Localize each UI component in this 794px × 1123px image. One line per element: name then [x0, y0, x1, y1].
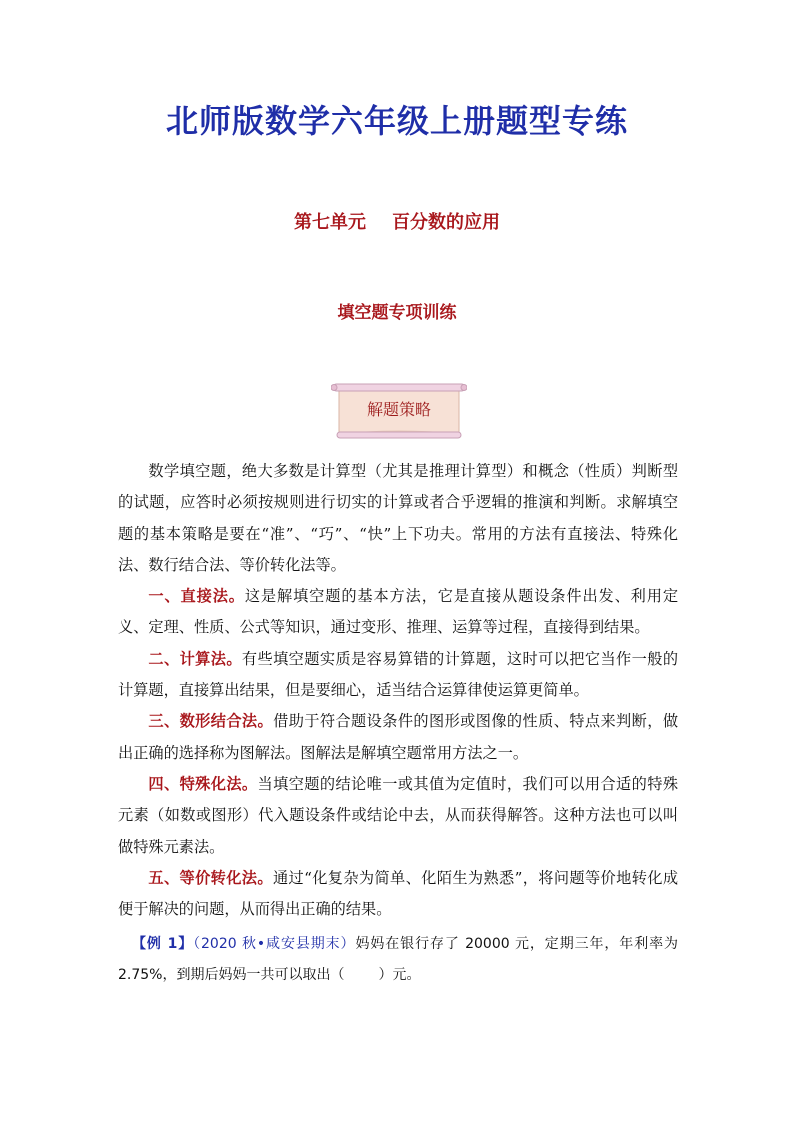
method-paragraph — [118, 706, 678, 769]
strategy-scroll-banner — [331, 382, 467, 440]
example-text-end: ）元。 — [378, 967, 421, 984]
method-paragraph — [118, 769, 678, 863]
method-heading: 二、计算法。 — [148, 649, 242, 668]
method-paragraph — [118, 581, 678, 644]
method-text: 这是解填空题的基本方法，它是直接从题设条件出发、利用定义、定理、性质、公式等知识，通过变形、推理、运算等过程，直接得到结果。 — [118, 587, 679, 637]
method-heading: 四、特殊化法。 — [148, 774, 258, 793]
intro-paragraph: 数学填空题，绝大多数是计算型（尤其是推理计算型）和概念（性质）判断型的试题，应答时必须按规则进行切实的计算或者合乎逻辑的推演和判断。求解填空题的基本策略是要在“准”、“巧”、“快”上下功夫。常用的方法有直接法、特殊化法、数行结合法、等价转化法等。 — [118, 462, 678, 574]
example-question — [118, 929, 678, 991]
unit-heading — [0, 208, 794, 234]
example-tag: 【例 1】 — [132, 936, 194, 953]
method-paragraph — [118, 644, 678, 707]
method-text: 通过“化复杂为简单、化陌生为熟悉”，将问题等价地转化成便于解决的问题，从而得出正确的结果。 — [118, 868, 679, 919]
method-text: 有些填空题实质是容易算错的计算题，这时可以把它当作一般的计算题，直接算出结果，但是要细心，适当结合运算律使运算更简单。 — [118, 649, 679, 700]
method-heading: 一、直接法。 — [148, 587, 245, 606]
unit-name: 百分数的应用 — [392, 212, 500, 233]
example-text: 妈妈在银行存了 20000 元，定期三年，年利率为 2.75%，到期后妈妈一共可以取出（ — [118, 936, 679, 984]
example-source: （2020 秋•咸安县期末） — [193, 936, 356, 953]
document-body — [118, 456, 678, 991]
method-text: 当填空题的结论唯一或其值为定值时，我们可以用合适的特殊元素（如数或图形）代入题设条件或结论中去，从而获得解答。这种方法也可以叫做特殊元素法。 — [118, 774, 679, 856]
section-title: 填空题专项训练 — [337, 303, 457, 323]
document-title: 北师版数学六年级上册题型专练 — [165, 102, 628, 140]
unit-label: 第七单元 — [294, 212, 366, 233]
method-heading: 五、等价转化法。 — [148, 868, 273, 887]
method-heading: 三、数形结合法。 — [148, 712, 274, 731]
banner-label: 解题策略 — [366, 400, 431, 419]
method-text: 借助于符合题设条件的图形或图像的性质、特点来判断，做出正确的选择称为图解法。图解法是解填空题常用方法之一。 — [118, 712, 679, 762]
method-paragraph — [118, 863, 678, 926]
